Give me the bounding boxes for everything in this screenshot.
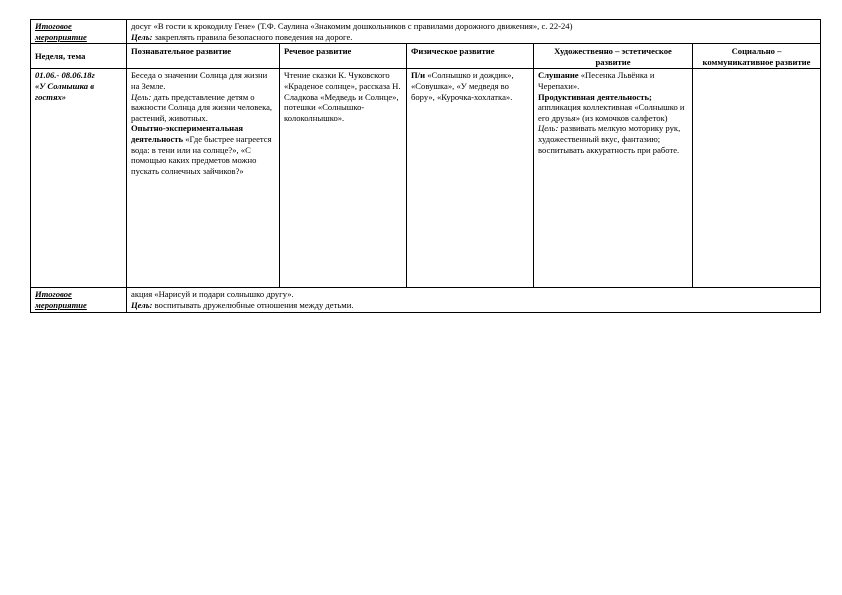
header-week: Неделя, тема — [31, 44, 127, 69]
bottom-event-label: Итоговое мероприятие — [35, 289, 87, 310]
top-event-goal — [131, 32, 816, 43]
artistic-goal — [538, 123, 688, 155]
speech-cell — [280, 69, 407, 288]
bottom-event-line1: акция «Нарисуй и подари солнышко другу». — [131, 289, 294, 300]
artistic-goal-label: Цель: — [538, 123, 559, 134]
weekly-plan-table — [30, 19, 821, 313]
cognitive-experiment — [131, 123, 275, 176]
artistic-prod-label: Продуктивная деятельность; — [538, 91, 652, 102]
artistic-prod-text: аппликация коллективная «Солнышко и его друзья» (из комочков салфеток) — [538, 102, 685, 123]
cognitive-cell — [127, 69, 280, 288]
top-event-content — [127, 20, 821, 44]
top-event-row — [31, 20, 821, 44]
bottom-event-goal — [131, 300, 816, 311]
artistic-listen-label: Слушание — [538, 70, 579, 81]
week-dates: 01.06.- 08.06.18г — [35, 70, 95, 81]
cognitive-exp-label: Опытно-экспериментальная деятельность — [131, 123, 244, 144]
week-row — [31, 69, 821, 288]
week-topic: «У Солнышка в гостях» — [35, 80, 95, 102]
top-event-line1: досуг «В гости к крокодилу Гене» (Т.Ф. Саулина «Знакомим дошкольников с правилами дорожного движения», с. 22-24) — [131, 21, 573, 31]
header-artistic: Художественно – эстетическое развитие — [534, 44, 693, 69]
header-physical: Физическое развитие — [407, 44, 534, 69]
top-event-goal-text: закреплять правила безопасного поведения на дороге. — [154, 31, 353, 42]
header-social: Социально – коммуникативное развитие — [693, 44, 821, 69]
header-row — [31, 44, 821, 69]
cognitive-goal-label: Цель: — [131, 91, 152, 102]
header-speech: Речевое развитие — [280, 44, 407, 69]
header-cognitive: Познавательное развитие — [127, 44, 280, 69]
bottom-event-row — [31, 288, 821, 312]
week-cell — [31, 69, 127, 288]
physical-text: «Солнышко и дождик», «Совушка», «У медведя во бору», «Курочка-хохлатка». — [411, 70, 514, 102]
cognitive-goal-text: дать представление детям о важности Солнца для жизни человека, растений, животных. — [131, 91, 273, 123]
cognitive-goal — [131, 92, 275, 124]
bottom-event-label-cell — [31, 288, 127, 312]
top-event-label-cell — [31, 20, 127, 44]
artistic-cell — [534, 69, 693, 288]
top-event-goal-label: Цель: — [131, 31, 153, 42]
social-cell — [693, 69, 821, 288]
bottom-event-content — [127, 288, 821, 312]
artistic-productive — [538, 92, 688, 124]
physical-label: П/и — [411, 70, 426, 81]
bottom-event-goal-text: воспитывать дружелюбные отношения между детьми. — [154, 299, 354, 310]
top-event-label: Итоговое мероприятие — [35, 21, 87, 42]
physical-cell — [407, 69, 534, 288]
artistic-goal-text: развивать мелкую моторику рук, художественный вкус, фантазию; воспитывать аккуратность при работе. — [538, 123, 681, 155]
artistic-listen — [538, 70, 688, 91]
speech-text: Чтение сказки К. Чуковского «Краденое солнце», рассказа Н. Сладкова «Медведь и Солнце», потешки «Солнышко-колоколнышко». — [284, 70, 401, 123]
bottom-event-goal-label: Цель: — [131, 299, 153, 310]
cognitive-p1: Беседа о значении Солнца для жизни на Земле. — [131, 70, 268, 91]
artistic-listen-text: «Песенка Львёнка и Черепахи». — [538, 70, 655, 91]
cognitive-exp-text: «Где быстрее нагреется вода: в тени или на солнце?», «С помощью каких предметов можно пускать солнечных зайчиков?» — [131, 133, 272, 176]
